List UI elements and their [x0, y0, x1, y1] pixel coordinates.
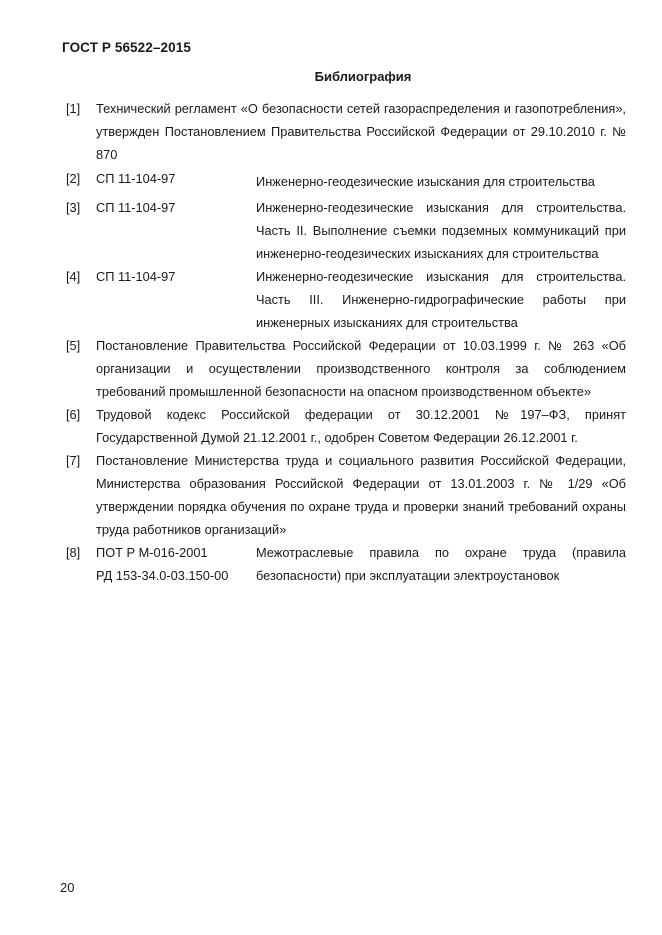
- entry-number: [4]: [66, 269, 81, 284]
- entry-description: Инженерно-геодезические изыскания для строительства: [256, 174, 595, 189]
- entry-text: Постановление Министерства труда и социального развития Российской Федерации, Министерства образования Российской Федерации от 13.01.2003 г. № 1/29 «Об утверждении порядка обучения по охране труда и проверки знаний требований охраны труда работников организаций»: [96, 453, 626, 537]
- bibliography-entry: [66, 541, 626, 587]
- entry-code: СП 11-104-97: [96, 171, 176, 186]
- entry-code: СП 11-104-97: [96, 269, 176, 284]
- entry-number: [6]: [66, 407, 81, 422]
- entry-code: СП 11-104-97: [96, 200, 176, 215]
- bibliography-list: [66, 97, 626, 587]
- page-number: 20: [60, 880, 75, 895]
- bibliography-entry: [66, 97, 626, 166]
- entry-description: Инженерно-геодезические изыскания для строительства. Часть II. Выполнение съемки подземных коммуникаций при инженерно-геодезических изысканиях для строительства: [256, 200, 626, 261]
- bibliography-entry: [66, 196, 626, 265]
- entry-number: [8]: [66, 545, 81, 560]
- entry-number: [2]: [66, 171, 81, 186]
- entry-text: Трудовой кодекс Российской федерации от 30.12.2001 №197–ФЗ, принят Государственной Думой 21.12.2001 г., одобрен Советом Федерации 26.12.2001 г.: [96, 407, 626, 445]
- entry-code: ПОТ Р М-016-2001 РД 153-34.0-03.150-00: [96, 545, 229, 583]
- document-code: ГОСТ Р 56522–2015: [62, 40, 191, 55]
- bibliography-entry: [66, 403, 626, 449]
- section-title: [0, 69, 662, 84]
- entry-number: [7]: [66, 453, 81, 468]
- bibliography-entry: [66, 265, 626, 334]
- entry-text: Технический регламент «О безопасности сетей газораспределения и газопотребления», утвержден Постановлением Правительства Российской Федерации от 29.10.2010 г. № 870: [96, 101, 626, 162]
- entry-number: [1]: [66, 101, 81, 116]
- entry-number: [3]: [66, 200, 81, 215]
- entry-number: [5]: [66, 338, 81, 353]
- entry-description: Межотраслевые правила по охране труда (правила безопасности) при эксплуатации электроустановок: [256, 545, 626, 583]
- bibliography-entry: [66, 167, 626, 193]
- entry-description: Инженерно-геодезические изыскания для строительства. Часть III. Инженерно-гидрографические работы при инженерных изысканиях для строительства: [256, 269, 626, 330]
- section-title-text: Библиография: [314, 69, 412, 84]
- bibliography-entry: [66, 334, 626, 403]
- bibliography-entry: [66, 449, 626, 541]
- entry-text: Постановление Правительства Российской Федерации от 10.03.1999 г. № 263 «Об организации и осуществлении производственного контроля за соблюдением требований промышленной безопасности на опасном производственном объекте»: [96, 338, 626, 399]
